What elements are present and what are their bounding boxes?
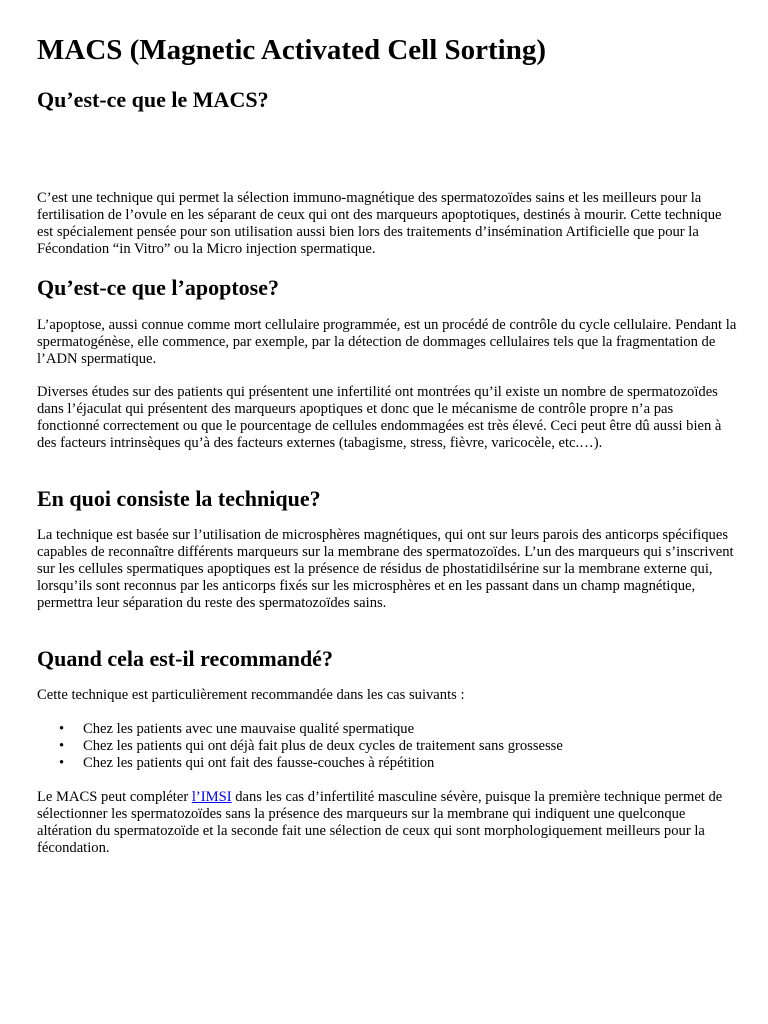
closing-text-start: Le MACS peut compléter xyxy=(37,789,192,805)
page-title: MACS (Magnetic Activated Cell Sorting) xyxy=(37,34,547,66)
paragraph-recommended-intro: Cette technique est particulièrement recommandée dans les cas suivants : xyxy=(37,687,465,703)
bullet-icon: • xyxy=(59,755,65,771)
paragraph-what-is-macs: C’est une technique qui permet la sélection immuno-magnétique des spermatozoïdes sains et les meilleurs pour la fertilisation de l’ovule en les séparant de ceux qui ont des marqueurs apoptotiques, destinés à mourir. Cette technique est spécialement pensée pour son utilisation aussi bien lors des traitements d’insémination Artificielle que pour la Fécondation “in Vitro” ou la Micro injection spermatique. xyxy=(37,190,722,257)
section-heading-recommended: Quand cela est-il recommandé? xyxy=(37,646,333,671)
list-item xyxy=(37,738,737,755)
closing-text-end: dans les cas d’infertilité masculine sévère, puisque la première technique permet de sélectionner les spermatozoïdes sans la présence des marqueurs sur la membrane qui indiquent une quelconque altération du spermatozoïde et la seconde fait une sélection de ceux qui sont morphologiquement meilleurs pour la fécondation. xyxy=(37,789,723,856)
section-heading-what-is-apoptosis: Qu’est-ce que l’apoptose? xyxy=(37,275,279,300)
list-item-text: Chez les patients avec une mauvaise qualité spermatique xyxy=(83,721,415,737)
list-item-text: Chez les patients qui ont déjà fait plus de deux cycles de traitement sans grossesse xyxy=(83,738,563,754)
section-heading-what-is-macs: Qu’est-ce que le MACS? xyxy=(37,87,269,112)
imsi-link[interactable]: l’IMSI xyxy=(191,789,232,805)
list-item-text: Chez les patients qui ont fait des fausse-couches à répétition xyxy=(83,755,435,771)
recommendation-list xyxy=(37,721,737,772)
section-heading-technique: En quoi consiste la technique? xyxy=(37,486,321,511)
bullet-icon: • xyxy=(59,721,65,737)
paragraph-technique: La technique est basée sur l’utilisation de microsphères magnétiques, qui ont sur leurs parois des anticorps spécifiques capables de reconnaître différents marqueurs sur la membrane des spermatozoïdes. L’un des marqueurs qui s’inscrivent sur les cellules spermatiques apoptiques est la présence de résidus de phostatidilsérine sur la membrane externe qui, lorsqu’ils sont reconnus par les anticorps fixés sur les microsphères et en les passant dans un champ magnétique, permettra leur séparation du reste des spermatozoïdes sains. xyxy=(37,527,734,611)
bullet-icon: • xyxy=(59,738,65,754)
list-item xyxy=(37,721,737,738)
paragraph-apoptosis-definition: L’apoptose, aussi connue comme mort cellulaire programmée, est un procédé de contrôle du cycle cellulaire. Pendant la spermatogénèse, elle commence, par exemple, par la détection de dommages cellulaires tels que la fragmentation de l’ADN spermatique. xyxy=(37,317,737,367)
paragraph-apoptosis-studies: Diverses études sur des patients qui présentent une infertilité ont montrées qu’il existe un nombre de spermatozoïdes dans l’éjaculat qui présentent des marqueurs apoptiques et donc que le mécanisme de contrôle propre n’a pas fonctionné correctement ou que le pourcentage de cellules endommagées est très élevé. Ceci peut être dû aussi bien à des facteurs intrinsèques qu’à des facteurs externes (tabagisme, stress, fièvre, varicocèle, etc.…). xyxy=(37,384,722,451)
paragraph-closing xyxy=(37,789,737,857)
list-item xyxy=(37,755,737,772)
